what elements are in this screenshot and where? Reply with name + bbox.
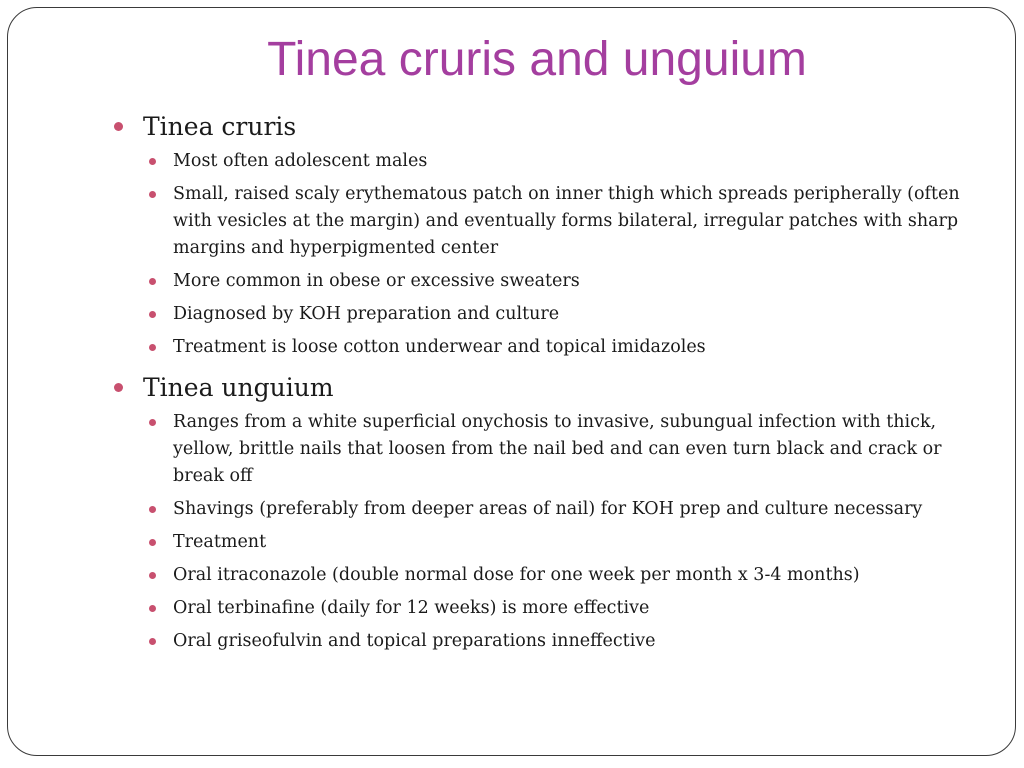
bullet-dot-icon xyxy=(149,311,156,318)
list-item xyxy=(108,562,968,589)
list-item-text: Shavings (preferably from deeper areas of nail) for KOH prep and culture necessary xyxy=(173,499,923,519)
list-item-text: Treatment is loose cotton underwear and topical imidazoles xyxy=(173,337,706,357)
tinea-unguium-list xyxy=(108,409,968,655)
bullet-dot-icon xyxy=(114,122,123,131)
bullet-dot-icon xyxy=(149,419,156,426)
slide-title: Tinea cruris and unguium xyxy=(267,33,807,86)
list-item-text: Oral itraconazole (double normal dose for one week per month x 3-4 months) xyxy=(173,565,860,585)
bullet-dot-icon xyxy=(149,539,156,546)
list-item xyxy=(108,301,968,328)
list-item-text: Most often adolescent males xyxy=(173,151,428,171)
bullet-dot-icon xyxy=(149,638,156,645)
list-item xyxy=(108,496,968,523)
list-item xyxy=(108,181,968,262)
list-item-text: Diagnosed by KOH preparation and culture xyxy=(173,304,560,324)
bullet-tinea-unguium xyxy=(108,371,968,405)
list-item-text: Oral terbinafine (daily for 12 weeks) is more effective xyxy=(173,598,650,618)
section-heading: Tinea unguium xyxy=(143,373,334,402)
list-item xyxy=(108,334,968,361)
bullet-dot-icon xyxy=(149,278,156,285)
bullet-dot-icon xyxy=(149,506,156,513)
bullet-dot-icon xyxy=(149,158,156,165)
list-item xyxy=(108,595,968,622)
section-heading: Tinea cruris xyxy=(143,112,297,141)
list-item-text: Small, raised scaly erythematous patch on inner thigh which spreads peripherally (often with vesicles at the margin) and eventually forms bilateral, irregular patches with sharp margins and hyperpigmented center xyxy=(173,184,960,258)
list-item-text: Ranges from a white superficial onychosis to invasive, subungual infection with thick, yellow, brittle nails that loosen from the nail bed and can even turn black and crack or break off xyxy=(173,412,942,486)
list-item xyxy=(108,529,968,556)
list-item-text: More common in obese or excessive sweaters xyxy=(173,271,580,291)
slide-content xyxy=(108,110,968,665)
list-item-text: Treatment xyxy=(173,532,267,552)
bullet-dot-icon xyxy=(149,605,156,612)
bullet-dot-icon xyxy=(149,572,156,579)
bullet-tinea-cruris xyxy=(108,110,968,144)
list-item xyxy=(108,409,968,490)
bullet-dot-icon xyxy=(114,383,123,392)
bullet-dot-icon xyxy=(149,344,156,351)
list-item-text: Oral griseofulvin and topical preparations inneffective xyxy=(173,631,656,651)
list-item xyxy=(108,148,968,175)
bullet-dot-icon xyxy=(149,191,156,198)
tinea-cruris-list xyxy=(108,148,968,361)
list-item xyxy=(108,628,968,655)
list-item xyxy=(108,268,968,295)
